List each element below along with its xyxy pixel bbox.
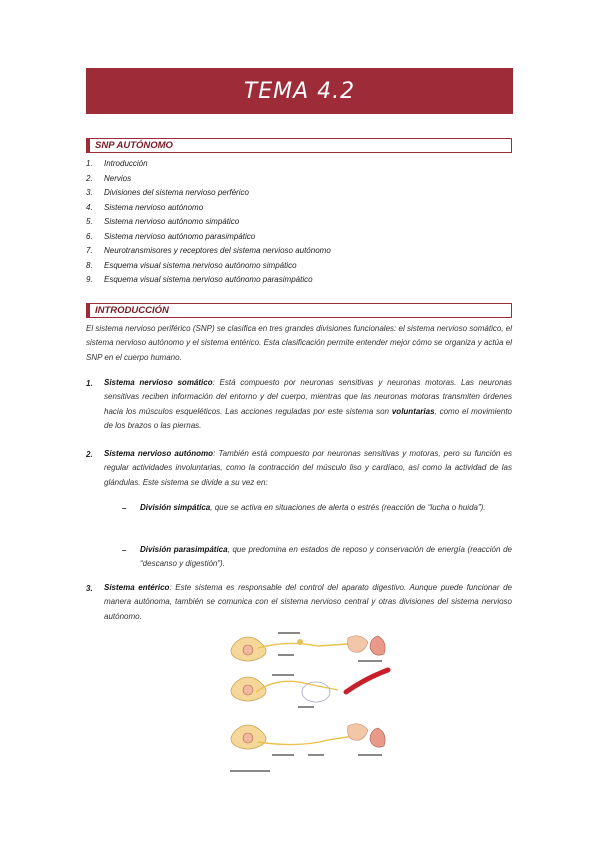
paragraph-autonomo: Sistema nervioso autónomo: También está compuesto por neuronas sensitivas y motoras, pero su función es regular actividades involuntarias, como la contracción del músculo liso y cardíaco, así como la actividad de las glándulas. Este sistema se divide a su vez en:: [104, 449, 512, 487]
toc-item: 2. Nervios: [86, 173, 132, 183]
spinal-cord-row-2: [231, 670, 388, 702]
spinal-cord-row-1: [231, 636, 385, 661]
toc-item: 9. Esquema visual sistema nervioso autónomo parasimpático: [86, 275, 313, 284]
toc-item: 4. Sistema nervioso autónomo: [86, 202, 204, 212]
spinal-cord-row-3: [231, 724, 385, 749]
title-banner: [86, 68, 513, 114]
toc-item: 3. Divisiones del sistema nervioso perférico: [86, 188, 249, 197]
section-heading-introduccion: [86, 303, 512, 318]
paragraph-simpatica: División simpática, que se activa en situaciones de alerta o estrés (reacción de “lucha o huida”).: [140, 503, 486, 512]
table-of-contents: [86, 157, 331, 288]
toc-item: 6. Sistema nervioso autónomo parasimpático: [86, 231, 256, 241]
intro-paragraph: El sistema nervioso periférico (SNP) se clasifica en tres grandes divisiones funcionales: el sistema nervioso somático, el sistema nervioso autónomo y el sistema entérico. Esta clasificación permite entender mejor cómo se organiza y actúa el SNP en el cuerpo humano.: [86, 324, 512, 362]
paragraph-somatico: Sistema nervioso somático: Está compuesto por neuronas sensitivas y neuronas motoras. Las neuronas sensitivas reciben información del entorno y del cuerpo, mientras que las neuronas motoras transmiten órdenes hacia los músculos esqueléticos. Las acciones reguladas por este sistema son voluntarias, como el movimiento de los brazos o las piernas.: [104, 378, 513, 430]
toc-item: 1. Introducción: [86, 159, 148, 168]
section-heading-snp-autonomo: [86, 138, 512, 153]
list-number: 3.: [86, 584, 93, 593]
toc-item: 5. Sistema nervioso autónomo simpático: [86, 217, 240, 226]
section-heading-label: INTRODUCCIÓN: [95, 305, 169, 316]
section-heading-label: SNP AUTÓNOMO: [95, 140, 173, 151]
paragraph-enterico: Sistema entérico: Este sistema es responsable del control del aparato digestivo. Aunque puede funcionar de manera autónoma, también se comunica con el sistema nervioso central y otras divisiones del sistema nervioso autónomo.: [104, 583, 513, 621]
bullet-dash: –: [122, 546, 127, 555]
toc-item: 8. Esquema visual sistema nervioso autónomo simpático: [86, 260, 297, 270]
autonomic-nervous-system-illustration: [228, 630, 398, 780]
bullet-dash: –: [122, 504, 127, 513]
list-number: 2.: [86, 450, 93, 459]
page-title: TEMA 4.2: [243, 78, 356, 104]
paragraph-parasimpatica: División parasimpática, que predomina en estados de reposo y conservación de energía (reacción de “descanso y digestión”).: [140, 545, 512, 569]
toc-item: 7. Neurotransmisores y receptores del sistema nervioso autónomo: [86, 246, 331, 255]
list-number: 1.: [86, 379, 93, 388]
